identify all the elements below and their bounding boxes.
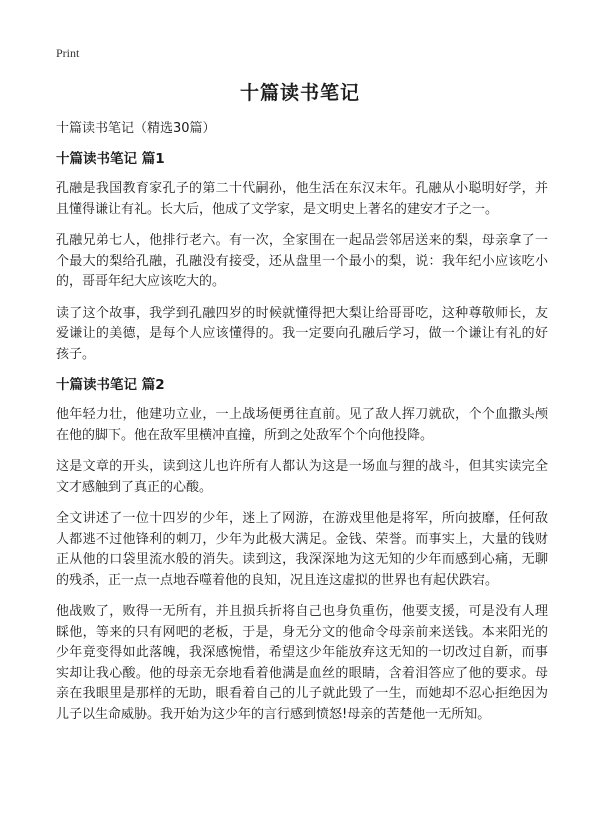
paragraph: 读了这个故事，我学到孔融四岁的时候就懂得把大梨让给哥哥吃，这种尊敬师长，友爱谦让的美德，是每个人应该懂得的。我一定要向孔融后学习，做一个谦让有礼的好孩子。 (56, 305, 548, 362)
paragraph: 全文讲述了一位十四岁的少年，迷上了网游，在游戏里他是将军，所向披靡，任何敌人都逃不过他锋利的刺刀，少年为此极大满足。金钱、荣誉。而事实上，大量的钱财正从他的口袋里流水般的消失。读到这，我深深地为这无知的少年而感到心痛，无聊的残杀，正一点一点地吞噬着他的良知，况且连这虚拟的世界也有起伏跌宕。 (56, 511, 548, 588)
paragraph: 他年轻力壮，他建功立业，一上战场便勇往直前。见了敌人挥刀就砍，个个血撒头颅在他的脚下。他在敌军里横冲直撞，所到之处敌军个个向他投降。 (56, 407, 548, 443)
document-subtitle: 十篇读书笔记（精选30篇） (56, 121, 216, 136)
print-label: Print (56, 46, 80, 60)
paragraph: 孔融是我国教育家孔子的第二十代嗣孙，他生活在东汉末年。孔融从小聪明好学，并且懂得谦让有礼。长大后，他成了文学家，是文明史上著名的建安才子之一。 (56, 181, 548, 217)
section-heading: 十篇读书笔记 篇2 (56, 377, 165, 393)
paragraph: 这是文章的开头，读到这儿也许所有人都认为这是一场血与狸的战斗，但其实读完全文才感触到了真正的心酸。 (56, 459, 548, 495)
section-1 (56, 150, 548, 365)
document-body (56, 120, 548, 736)
paragraph: 他战败了，败得一无所有，并且损兵折将自己也身负重伤，他要支援，可是没有人理睬他，等来的只有网吧的老板，于是，身无分文的他命令母亲前来送钱。本来阳光的少年竟变得如此落魄，我深感惋惜，希望这少年能放弃这无知的一切改过自新，而事实却让我心酸。他的母亲无奈地看着他满是血丝的眼睛，含着泪答应了他的要求。母亲在我眼里是那样的无助，眼看着自己的儿子就此毁了一生，而她却不忍心拒绝因为儿子以生命威胁。我开始为这少年的言行感到愤怒!母亲的苦楚他一无所知。 (56, 604, 548, 722)
section-heading: 十篇读书笔记 篇1 (56, 151, 165, 167)
paragraph: 孔融兄弟七人，他排行老六。有一次，全家围在一起品尝邻居送来的梨，母亲拿了一个最大的梨给孔融，孔融没有接受，还从盘里一个最小的梨，说：我年纪小应该吃小的，哥哥年纪大应该吃大的。 (56, 233, 548, 289)
section-2 (56, 376, 548, 725)
page-title: 十篇读书笔记 (239, 82, 360, 104)
